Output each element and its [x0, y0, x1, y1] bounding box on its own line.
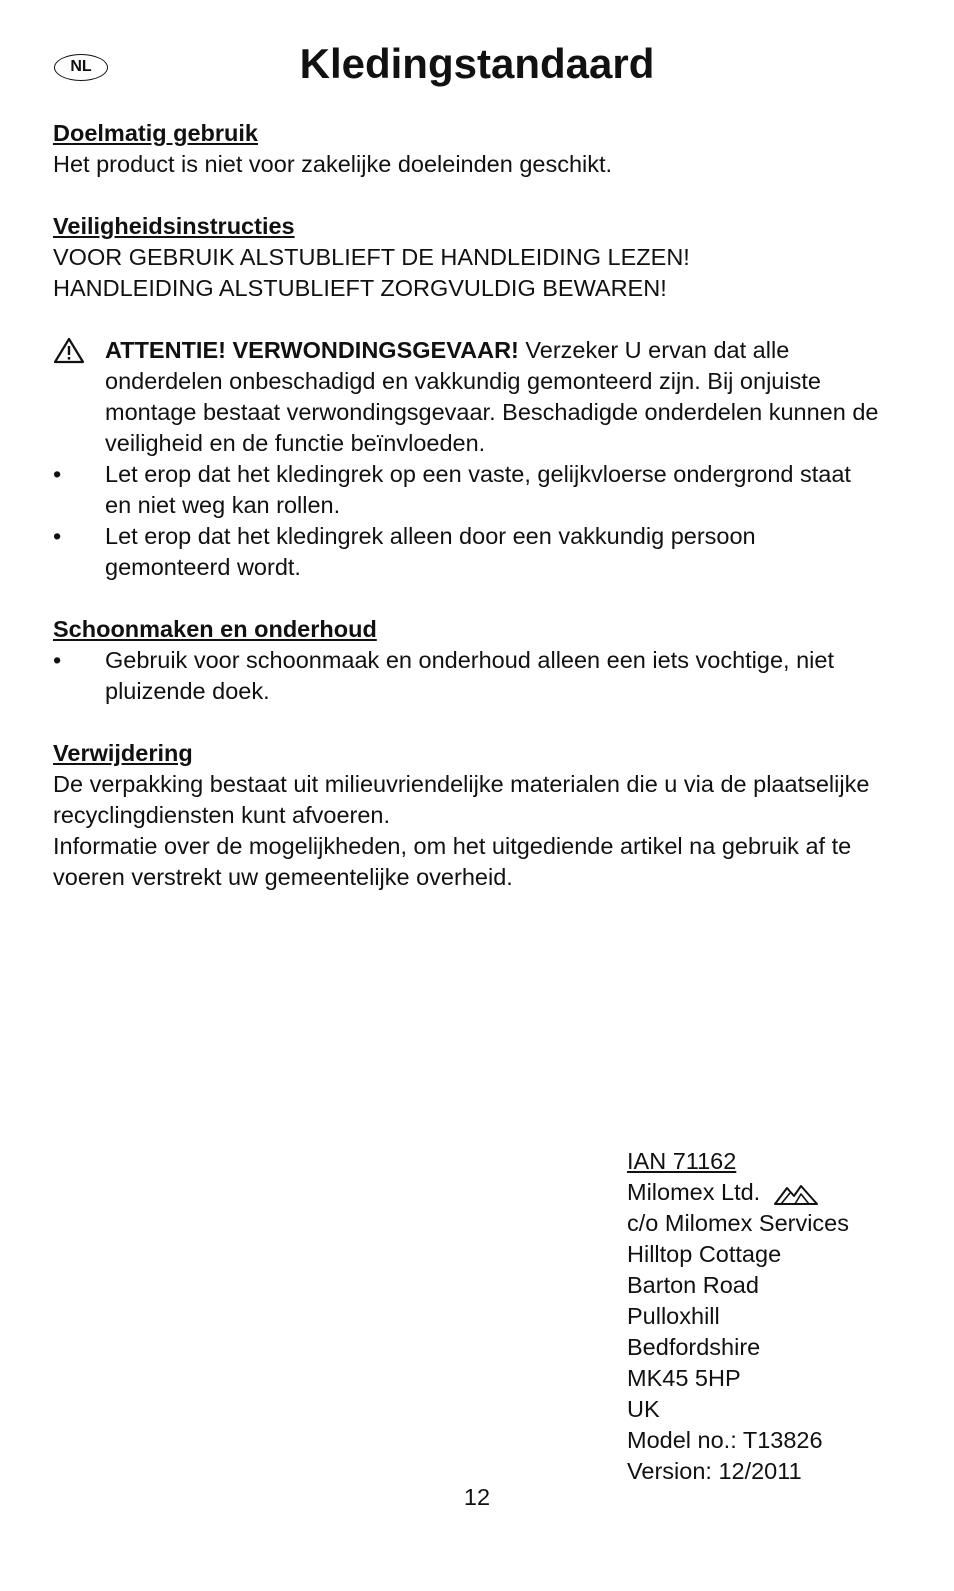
safety-line-2: HANDLEIDING ALSTUBLIEFT ZORGVULDIG BEWAREN! [53, 275, 667, 301]
safety-line-1: VOOR GEBRUIK ALSTUBLIEFT DE HANDLEIDING LEZEN! [53, 244, 690, 270]
address-line: MK45 5HP [627, 1365, 741, 1391]
section-heading-cleaning: Schoonmaken en onderhoud [53, 616, 377, 642]
warning-text: Verzeker U ervan dat alle onderdelen onbeschadigd en vakkundig gemonteerd zijn. Bij onjuiste montage bestaat verwondingsgevaar. Beschadigde onderdelen kunnen de veiligheid en de functie beïnvloeden. [105, 337, 879, 456]
page-title: Kledingstandaard [299, 40, 655, 87]
ian-number: IAN 71162 [627, 1148, 737, 1174]
cleaning-bullet-1: Gebruik voor schoonmaak en onderhoud alleen een iets vochtige, niet pluizende doek. [105, 647, 834, 704]
address-line: Pulloxhill [627, 1303, 720, 1329]
list-item [53, 459, 883, 521]
bullet-marker: • [53, 461, 62, 487]
warning-triangle-icon [53, 337, 85, 364]
address-line: Barton Road [627, 1272, 759, 1298]
company-line [627, 1177, 927, 1208]
section-heading-safety: Veiligheidsinstructies [53, 213, 295, 239]
bullet-marker: • [53, 647, 62, 673]
disposal-paragraph-1: De verpakking bestaat uit milieuvriendelijke materialen die u via de plaatselijke recyclingdiensten kunt afvoeren. [53, 771, 870, 828]
company-name: Milomex Ltd. [627, 1179, 761, 1205]
address-line: Bedfordshire [627, 1334, 761, 1360]
warning-item [53, 335, 883, 459]
bullet-marker: • [53, 523, 62, 549]
list-item [53, 645, 883, 707]
safety-bullet-2: Let erop dat het kledingrek alleen door een vakkundig persoon gemonteerd wordt. [105, 523, 756, 580]
section-heading-disposal: Verwijdering [53, 740, 193, 766]
usage-text: Het product is niet voor zakelijke doeleinden geschikt. [53, 151, 613, 177]
page-number: 12 [463, 1484, 491, 1510]
version: Version: 12/2011 [627, 1458, 802, 1484]
section-heading-usage: Doelmatig gebruik [53, 120, 259, 146]
disposal-paragraph-2: Informatie over de mogelijkheden, om het uitgediende artikel na gebruik af te voeren verstrekt uw gemeentelijke overheid. [53, 833, 852, 890]
address-line: c/o Milomex Services [627, 1210, 849, 1236]
manufacturer-address [627, 1146, 927, 1487]
safety-bullet-1: Let erop dat het kledingrek op een vaste, gelijkvloerse ondergrond staat en niet weg kan rollen. [105, 461, 851, 518]
language-badge: NL [54, 54, 108, 81]
milomex-mountain-logo-icon [773, 1182, 819, 1206]
warning-label: ATTENTIE! VERWONDINGSGEVAAR! [105, 337, 519, 363]
address-line: Hilltop Cottage [627, 1241, 782, 1267]
model-number: Model no.: T13826 [627, 1427, 823, 1453]
manual-body [53, 118, 883, 893]
list-item [53, 521, 883, 583]
address-line: UK [627, 1396, 660, 1422]
